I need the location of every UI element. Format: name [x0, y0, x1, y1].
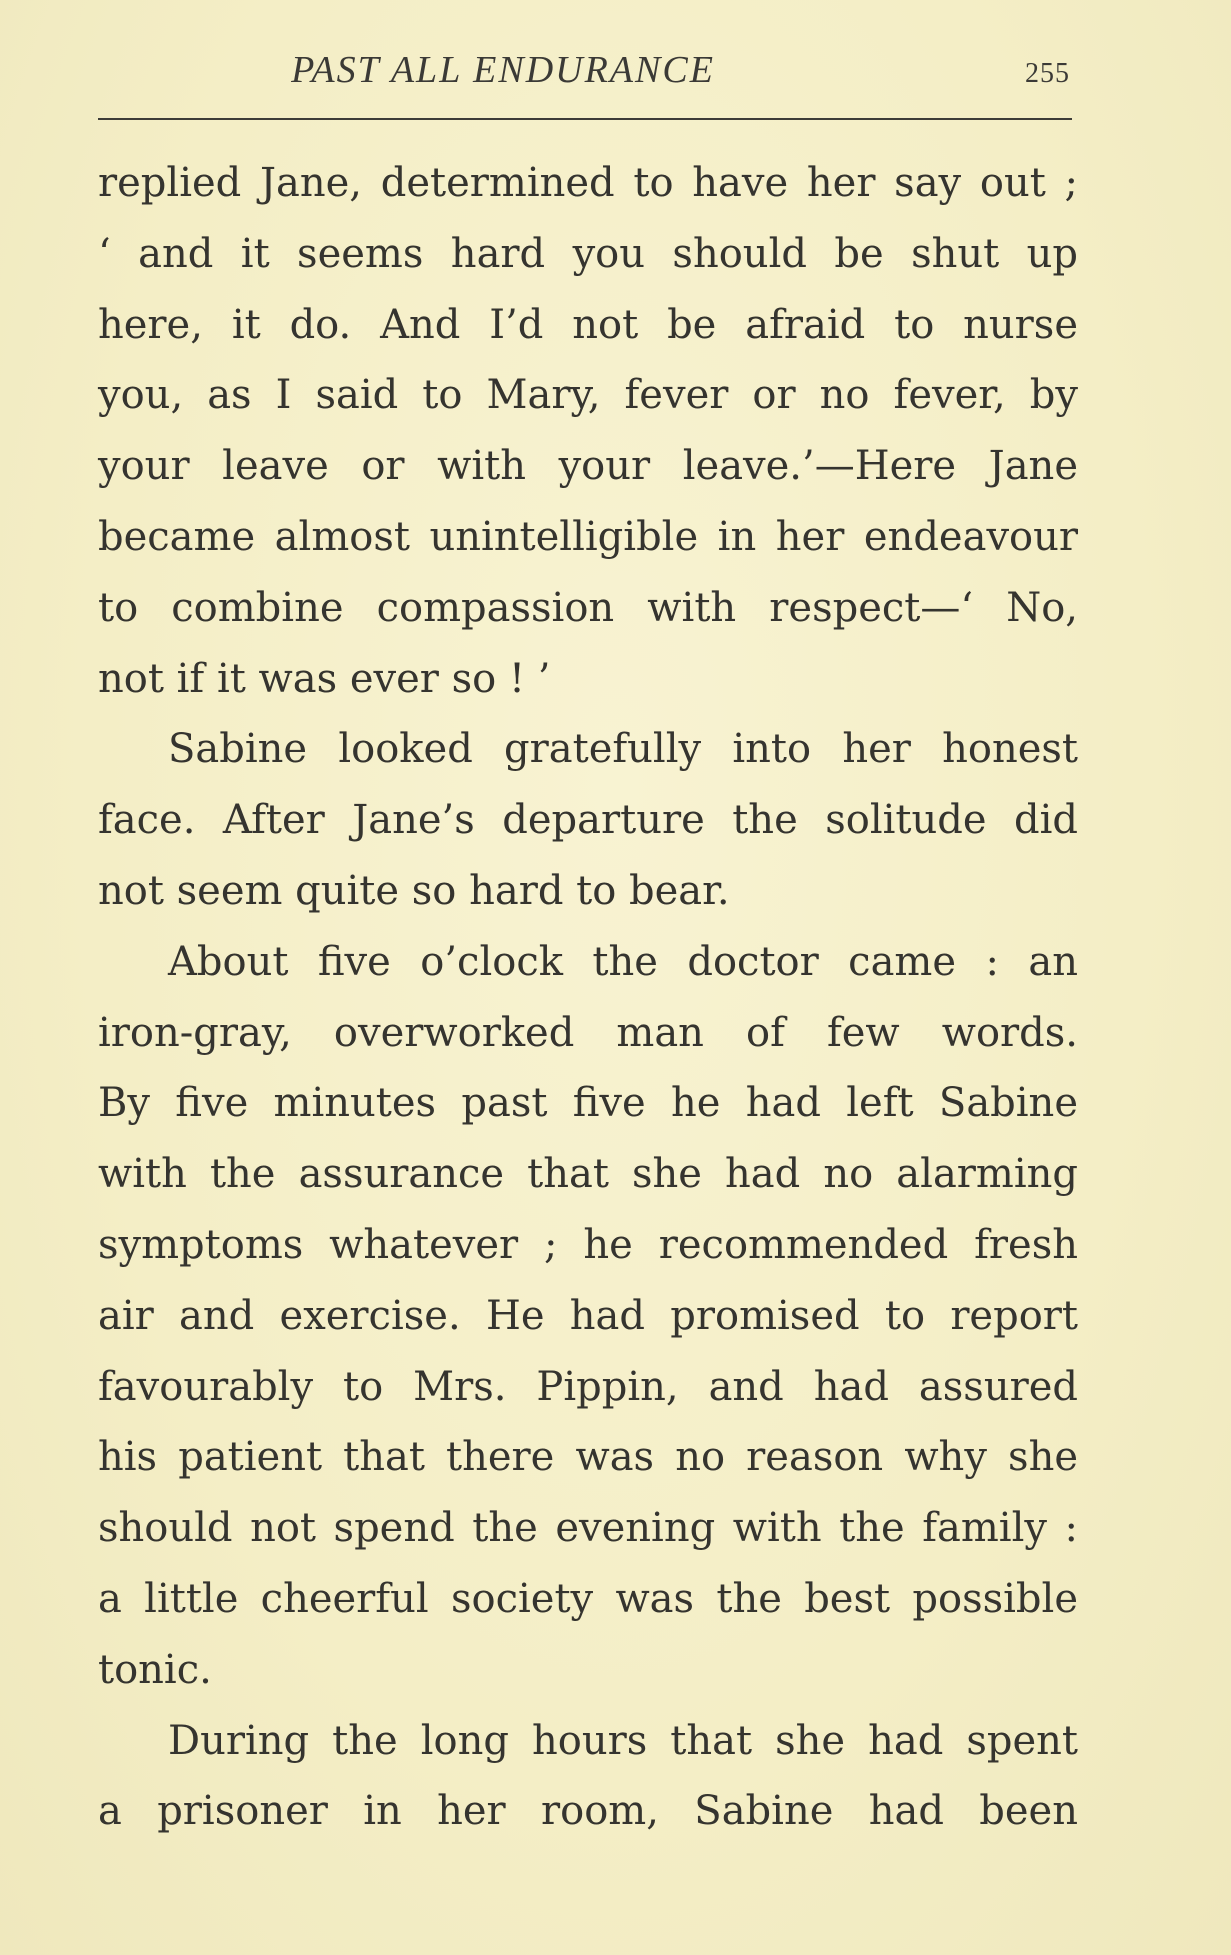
text-line: here, it do. And I’d not be afraid to nurse: [98, 301, 1078, 348]
text-line: should not spend the evening with the family :: [98, 1505, 1078, 1552]
text-line: a little cheerful society was the best possible: [98, 1575, 1078, 1622]
text-line: iron-gray, overworked man of few words.: [98, 1009, 1078, 1056]
text-line: ‘ and it seems hard you should be shut up: [98, 230, 1078, 277]
text-line: to combine compassion with respect—‘ No,: [98, 584, 1078, 631]
text-line: favourably to Mrs. Pippin, and had assured: [98, 1363, 1078, 1410]
text-line: with the assurance that she had no alarming: [98, 1151, 1078, 1198]
text-line: During the long hours that she had spent: [168, 1717, 1078, 1764]
text-line: symptoms whatever ; he recommended fresh: [98, 1221, 1078, 1268]
text-line: face. After Jane’s departure the solitude did: [98, 797, 1078, 844]
running-title: PAST ALL ENDURANCE: [291, 49, 715, 91]
page-number: 255: [1025, 58, 1070, 89]
text-line: By five minutes past five he had left Sabine: [98, 1080, 1078, 1127]
text-line: About five o’clock the doctor came : an: [168, 938, 1078, 985]
text-line: a prisoner in her room, Sabine had been: [98, 1788, 1078, 1835]
text-line: air and exercise. He had promised to report: [98, 1292, 1078, 1339]
running-head: [98, 48, 1070, 104]
header-rule: [98, 118, 1072, 120]
text-line: his patient that there was no reason why she: [98, 1434, 1078, 1481]
text-line: not if it was ever so ! ’: [98, 655, 551, 702]
text-line: tonic.: [98, 1646, 212, 1693]
text-line: replied Jane, determined to have her say out ;: [98, 160, 1078, 206]
text-line: not seem quite so hard to bear.: [98, 867, 730, 914]
body-text: [98, 148, 1078, 1847]
text-line: you, as I said to Mary, fever or no fever, by: [98, 372, 1078, 419]
text-line: Sabine looked gratefully into her honest: [168, 726, 1078, 773]
text-line: your leave or with your leave.’—Here Jane: [98, 443, 1078, 490]
text-line: became almost unintelligible in her endeavour: [98, 513, 1078, 560]
